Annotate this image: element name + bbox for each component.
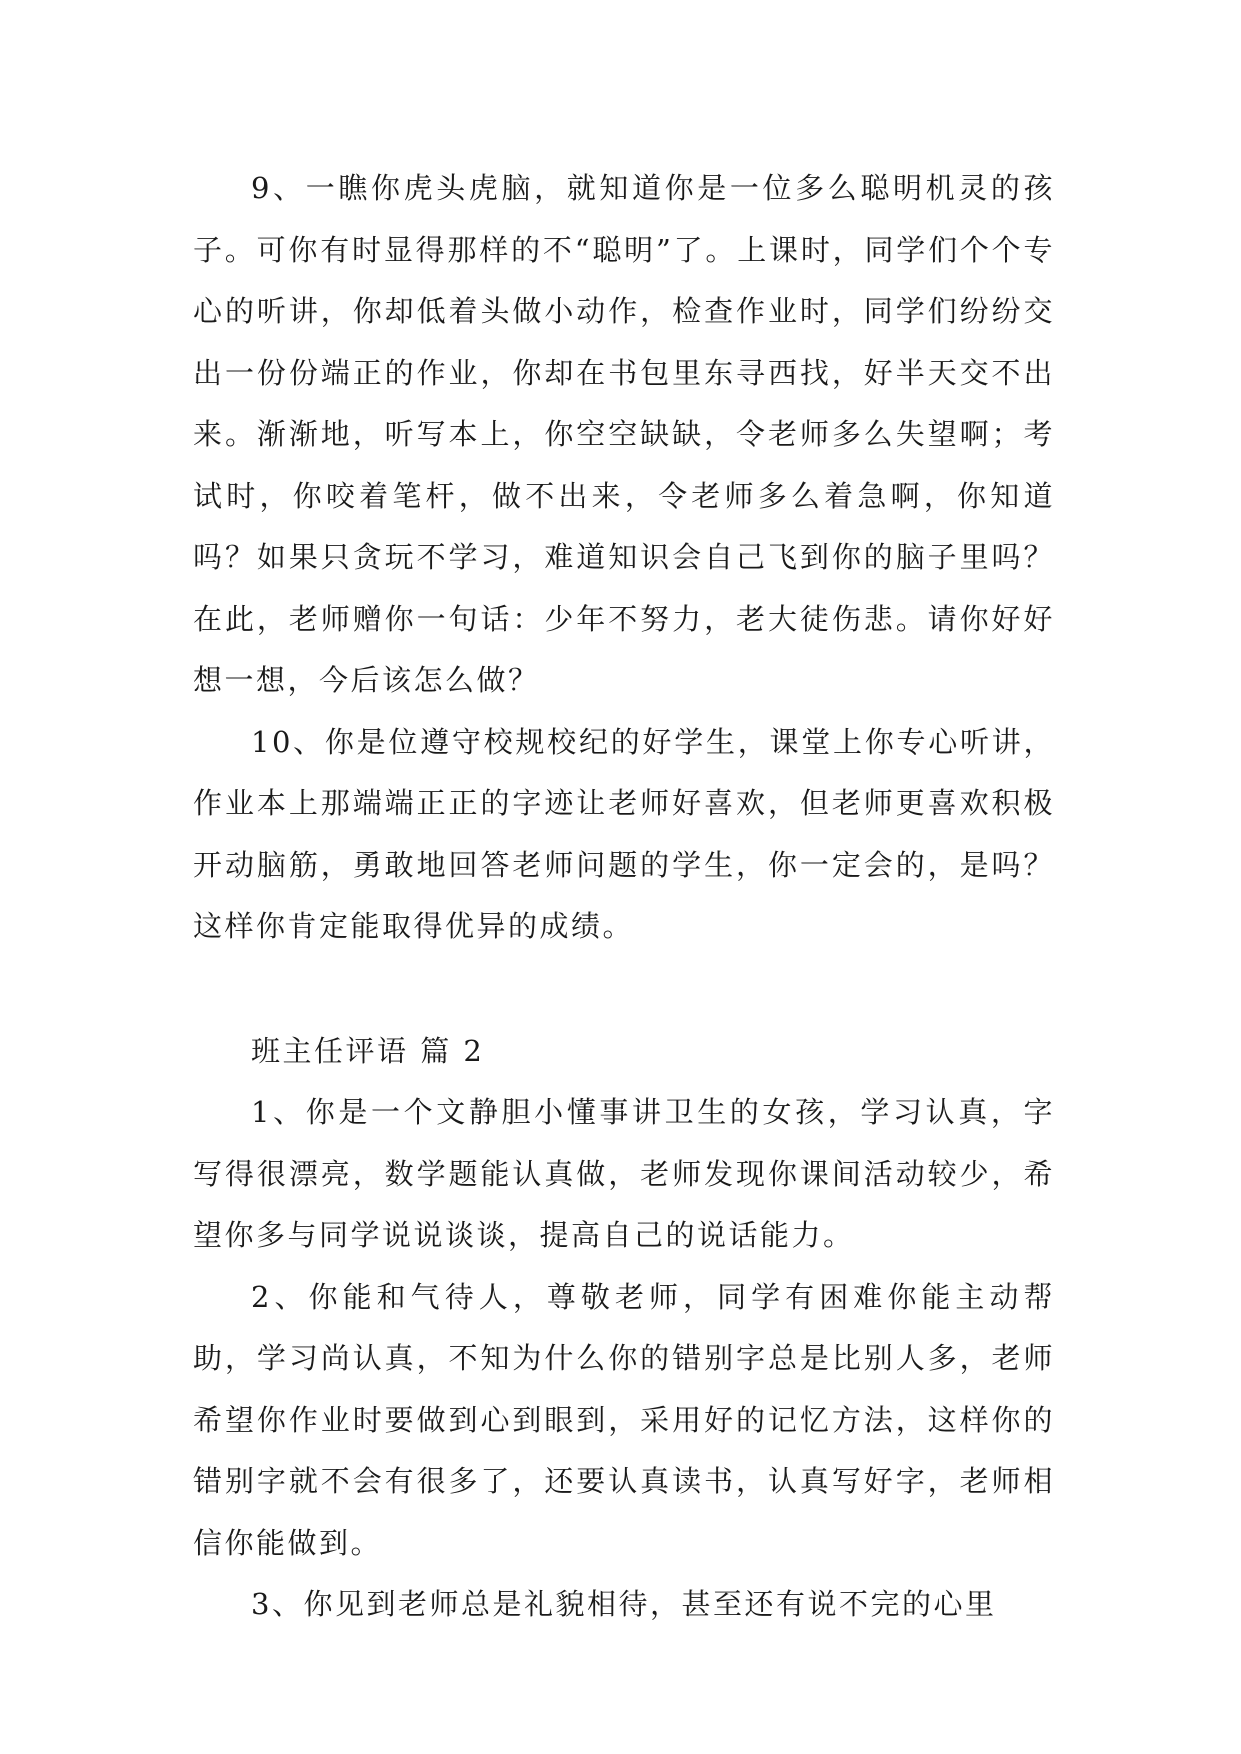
paragraph-item-10: 10、你是位遵守校规校纪的好学生，课堂上你专心听讲，作业本上那端端正正的字迹让老师好喜欢，但老师更喜欢积极开动脑筋，勇敢地回答老师问题的学生，你一定会的，是吗？这样你肯定能取得优异的成绩。 — [193, 724, 1055, 943]
paragraph-item-9: 9、一瞧你虎头虎脑，就知道你是一位多么聪明机灵的孩子。可你有时显得那样的不“聪明”了。上课时，同学们个个专心的听讲，你却低着头做小动作，检查作业时，同学们纷纷交出一份份端正的作业，你却在书包里东寻西找，好半天交不出来。渐渐地，听写本上，你空空缺缺，令老师多么失望啊；考试时，你咬着笔杆，做不出来，令老师多么着急啊，你知道吗？如果只贪玩不学习，难道知识会自己飞到你的脑子里吗？在此，老师赠你一句话：少年不努力，老大徒伤悲。请你好好想一想，今后该怎么做？ — [193, 171, 1055, 697]
section-heading: 班主任评语 篇 2 — [251, 1033, 485, 1068]
paragraph-item-2: 2、你能和气待人，尊敬老师，同学有困难你能主动帮助，学习尚认真，不知为什么你的错别字总是比别人多，老师希望你作业时要做到心到眼到，采用好的记忆方法，这样你的错别字就不会有很多了，还要认真读书，认真写好字，老师相信你能做到。 — [193, 1279, 1055, 1560]
paragraph-item-3: 3、你见到老师总是礼貌相待，甚至还有说不完的心里 — [251, 1587, 997, 1621]
paragraph-item-1: 1、你是一个文静胆小懂事讲卫生的女孩，学习认真，字写得很漂亮，数学题能认真做，老师发现你课间活动较少，希望你多与同学说说谈谈，提高自己的说话能力。 — [193, 1095, 1055, 1252]
document-body — [193, 158, 1055, 1636]
